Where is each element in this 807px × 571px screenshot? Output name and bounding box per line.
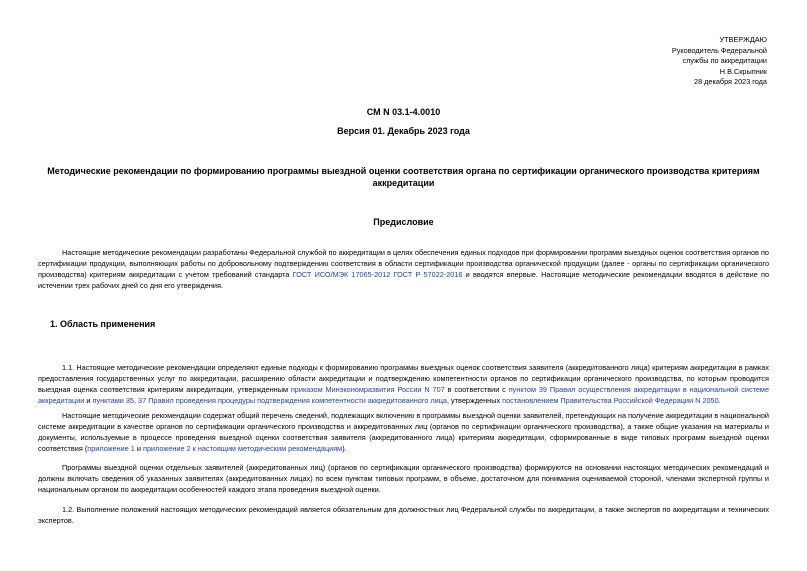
text: . [718, 396, 721, 405]
section-heading: 1. Область применения [50, 319, 156, 329]
text: ). [342, 444, 347, 453]
rules-link[interactable]: пунктом 39 Правил осуществления аккредитации в национальной системе аккредитации [38, 385, 770, 405]
paragraph-1-1 [38, 362, 769, 406]
appendix-2-link[interactable]: приложение 2 к настоящим методическим рекомендациям [143, 444, 343, 453]
approval-line: 28 декабря 2023 года [694, 77, 767, 86]
paragraph-content [38, 410, 769, 454]
document-version: Версия 01. Декабрь 2023 года [337, 126, 470, 136]
foreword-heading: Предисловие [373, 217, 434, 227]
rules-points-link[interactable]: пунктами 35, 37 Правил проведения процедуры подтверждения компетентности аккредитованного лица [92, 396, 447, 405]
standard-link[interactable]: ГОСТ ИСО/МЭК 17065-2012 [292, 270, 391, 279]
foreword-paragraph [38, 247, 769, 291]
standard-link[interactable]: ГОСТ Р 57022-2016 [393, 270, 463, 279]
approval-line: Руководитель Федеральной [671, 45, 767, 55]
approval-line: УТВЕРЖДАЮ [719, 35, 767, 44]
approval-block [672, 35, 767, 88]
text: и [134, 444, 143, 453]
decree-link[interactable]: постановлением Правительства Российской Федерации N 2050 [502, 396, 719, 405]
text: в соответствии с [444, 385, 509, 394]
text: Настоящие методические рекомендации содержат общий перечень сведений, подлежащих включению в программы выездной оценки заявителей, претендующих на получение аккредитации в национальной системе аккредитации в качестве органов по сертификации органического производства и аккредитованных лиц (органов по сертификации органического производства), а также общие указания на материалы и документы, используемые в процессе проведения выездной оценки соответствия заявителя (аккредитованного лица) критериям аккредитации, сформированные в виде типовых программ выездной оценки соответствия ( [38, 411, 769, 453]
approval-line: Н.В.Скрыпник [719, 66, 767, 76]
text: , утвержденных [446, 396, 503, 405]
text: Настоящие методические рекомендации разработаны Федеральной службой по аккредитации в целях обеспечения единых подходов при формировании программ выездных оценок соответствия органов по сертификации продукции, выполняющих работы по добровольному подтверждению соответствия в области сертификации производства органической продукции (далее - органы по сертификации органического производства) критериям аккредитации с учетом требований стандарта [38, 248, 769, 279]
text: и [84, 396, 93, 405]
appendix-1-link[interactable]: приложение 1 [87, 444, 135, 453]
approval-line: службы по аккредитации [682, 56, 767, 65]
text: 1.1. Настоящие методические рекомендации определяют единые подходы к формированию программы выездных оценок соответствия заявителя (аккредитованного лица) критериям аккредитации в рамках предоставления государственных услуг по аккредитации, расширению области аккредитации и подтверждению компетентности органов по сертификации органического производства, по которым проводится выездная оценка соответствия критериям аккредитации, утвержденным [38, 363, 769, 394]
document-number: СМ N 03.1-4.0010 [366, 107, 441, 117]
text: и вводятся впервые. Настоящие методические рекомендации вводятся в действие по истечении трех рабочих дней со дня его утверждения. [38, 270, 769, 290]
document-title: Методические рекомендации по формированию программы выездной оценки соответствия органа по сертификации органического производства критериям аккредитации [47, 166, 760, 188]
paragraph-1-2: 1.2. Выполнение положений настоящих методических рекомендаций является обязательным для должностных лиц Федеральной службы по аккредитации, а также экспертов по аккредитации и технических экспертов. [38, 505, 769, 525]
order-link[interactable]: приказом Минэкономразвития России N 707 [290, 385, 445, 394]
paragraph-programs: Программы выездной оценки отдельных заявителей (аккредитованных лиц) (органов по сертификации органического производства) формируются на основании настоящих методических рекомендаций и должны включать сведения об указанных заявителях (аккредитованных лицах) по всем пунктам типовых программ, в объеме, достаточном для понимания оцениваемой стороной, членами экспертной группы и национальным органом по аккредитации особенностей каждого этапа проведения выездной оценки. [38, 463, 769, 494]
